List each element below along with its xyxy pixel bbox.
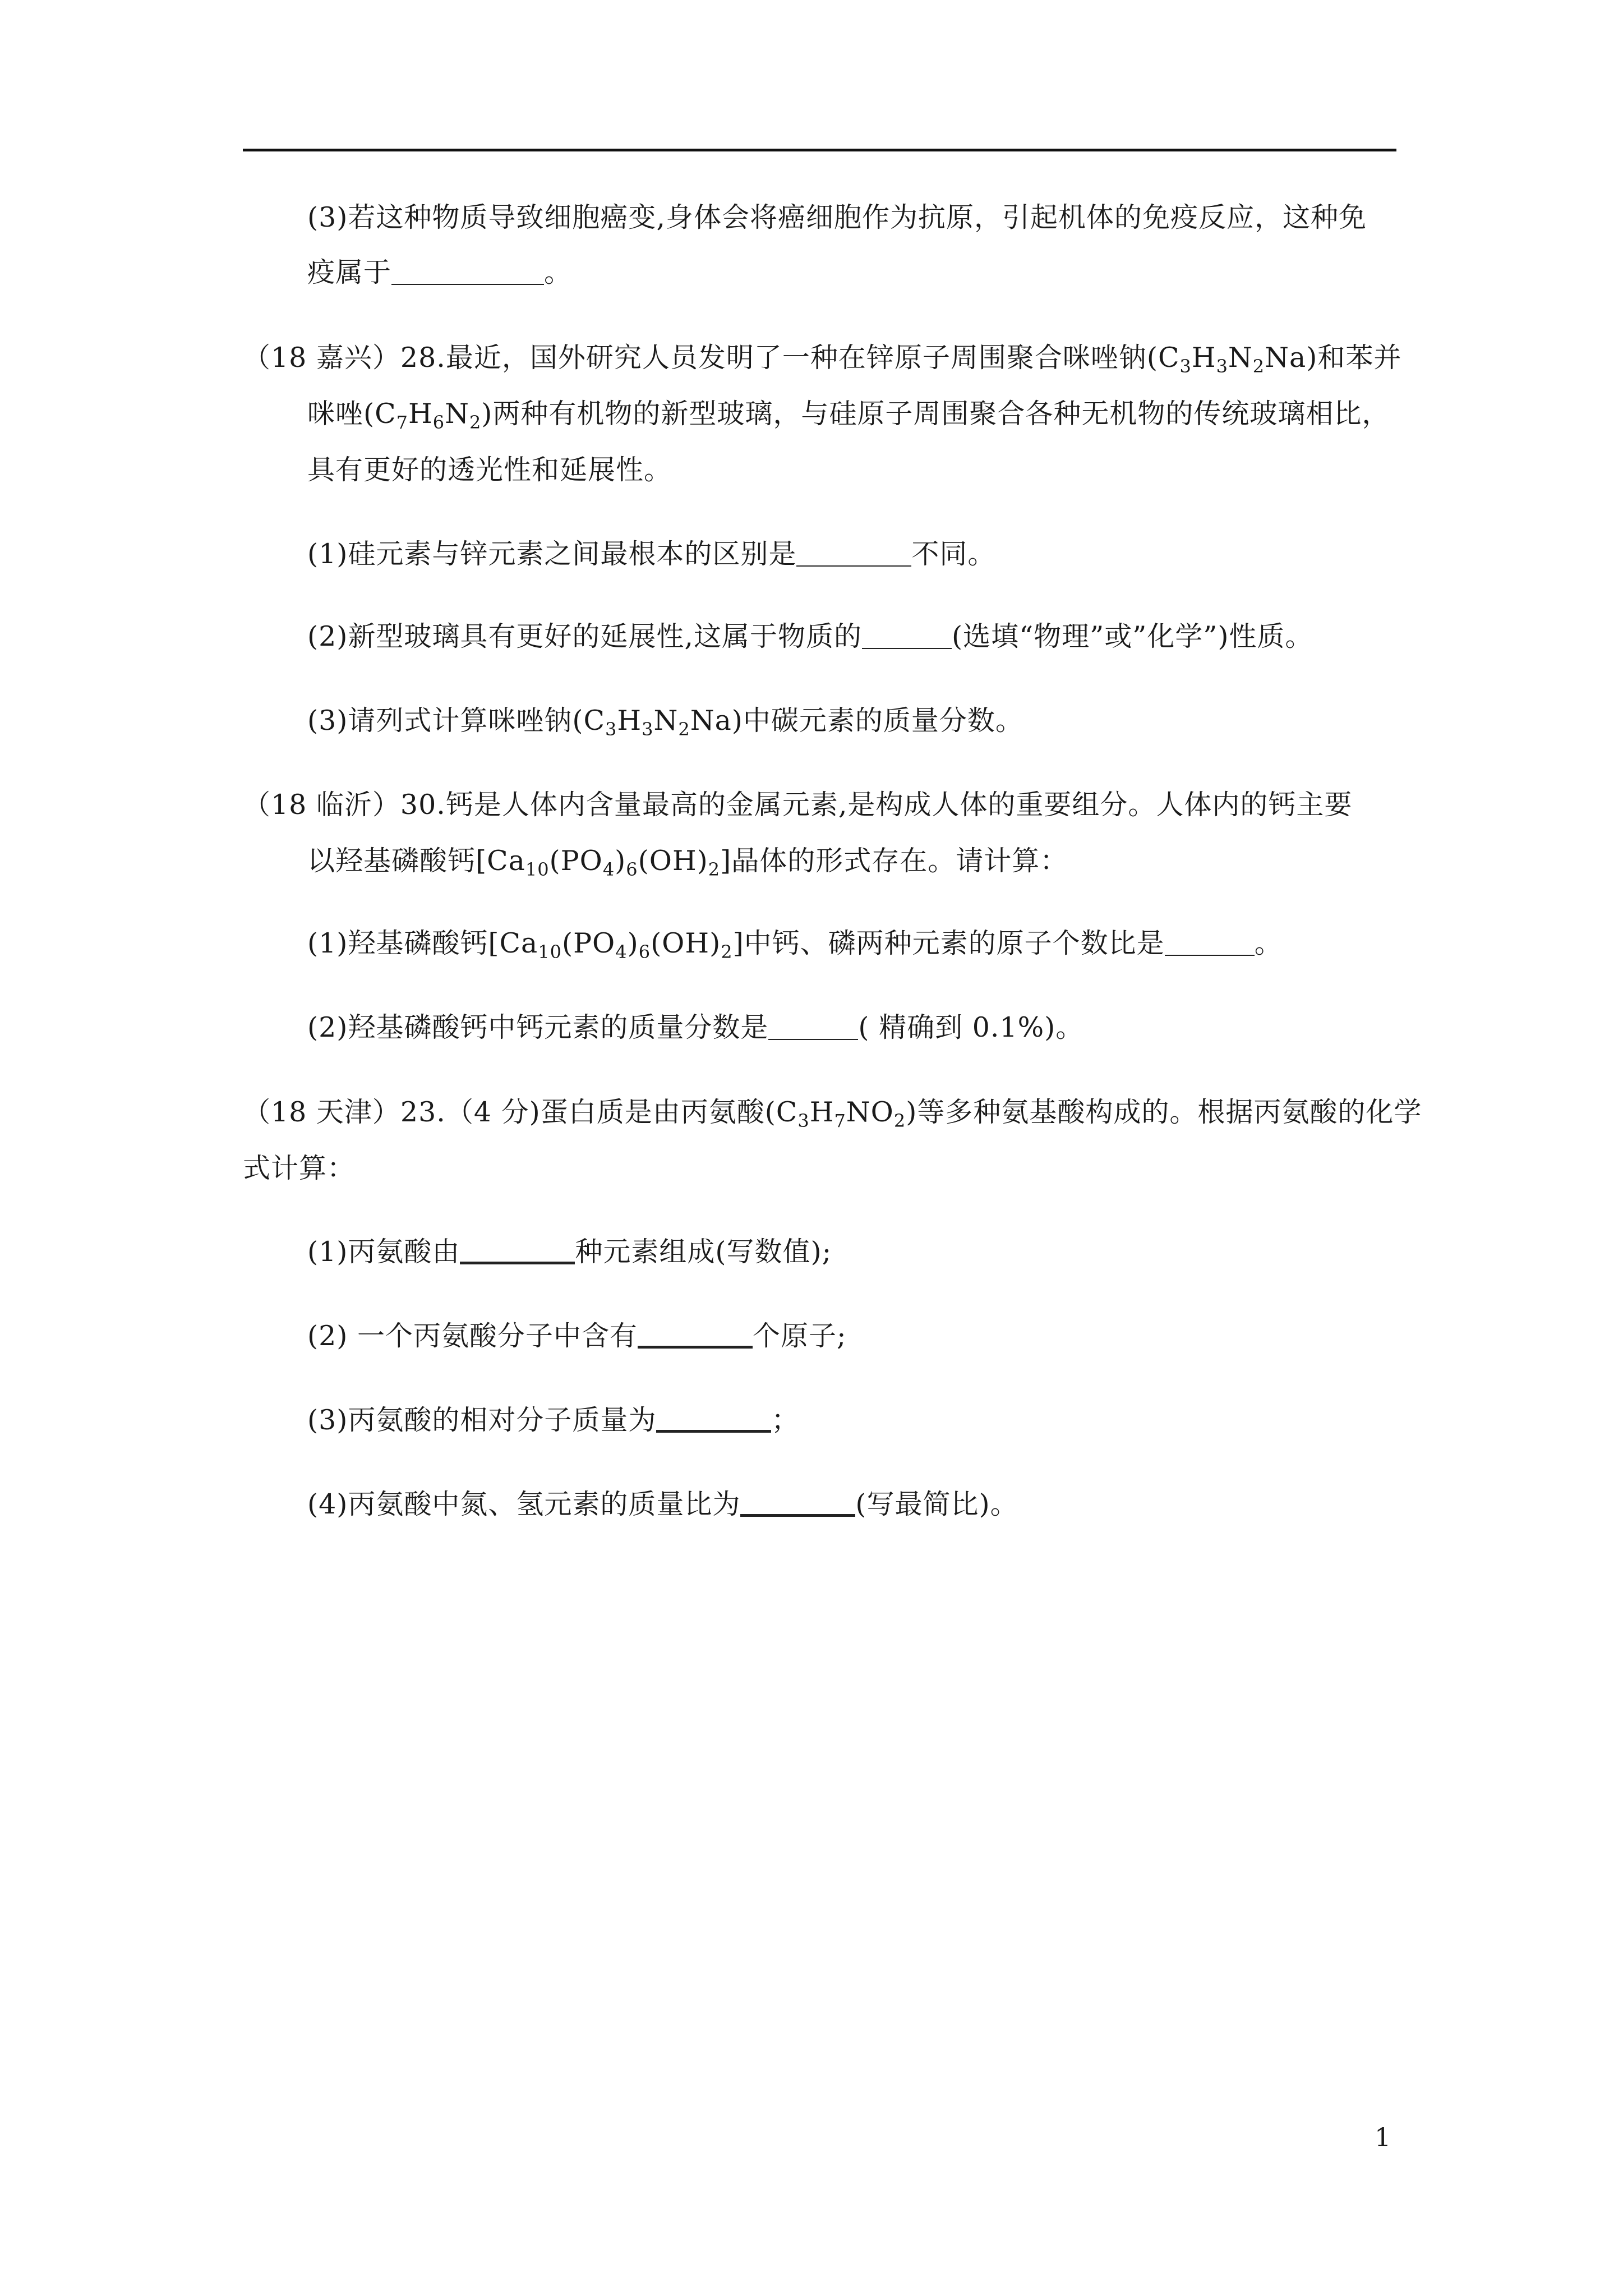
text: H bbox=[617, 705, 642, 737]
tianjin-part2 bbox=[307, 1319, 847, 1353]
text: 具有更好的透光性和延展性。 bbox=[307, 454, 672, 486]
text: H bbox=[809, 1096, 834, 1128]
text: 种元素组成(写数值); bbox=[575, 1236, 832, 1268]
text: N bbox=[445, 398, 469, 430]
prev-q-part3-line1 bbox=[307, 201, 1367, 234]
text: (4)丙氨酸中氮、氢元素的质量比为 bbox=[307, 1488, 741, 1520]
text: ]中钙、磷两种元素的原子个数比是 bbox=[732, 927, 1165, 959]
tianjin-part3 bbox=[307, 1404, 799, 1437]
text: 个原子; bbox=[753, 1320, 847, 1352]
text: (2)羟基磷酸钙中钙元素的质量分数是 bbox=[307, 1011, 769, 1043]
subscript: 3 bbox=[1179, 356, 1192, 377]
text: 。 bbox=[1254, 927, 1283, 959]
text: 式计算： bbox=[243, 1152, 356, 1184]
subscript: 2 bbox=[708, 859, 721, 880]
jiaxing-part1 bbox=[307, 537, 995, 571]
subscript: 6 bbox=[638, 941, 651, 963]
text: Na)中碳元素的质量分数。 bbox=[690, 705, 1023, 737]
text: (2) 一个丙氨酸分子中含有 bbox=[307, 1320, 638, 1352]
header-rule bbox=[243, 149, 1396, 151]
answer-blank[interactable] bbox=[740, 1489, 855, 1517]
subscript: 10 bbox=[525, 859, 550, 880]
text: 不同。 bbox=[911, 538, 996, 570]
tianjin-part1 bbox=[307, 1235, 832, 1269]
text: Na)和苯并 bbox=[1265, 342, 1402, 374]
text: ) bbox=[615, 845, 626, 877]
tianjin-part4 bbox=[307, 1488, 1018, 1521]
text: )两种有机物的新型玻璃，与硅原子周围聚合各种无机物的传统玻璃相比， bbox=[481, 398, 1390, 430]
text: 咪唑(C bbox=[307, 398, 396, 430]
subscript: 3 bbox=[797, 1110, 810, 1131]
text: 疫属于 bbox=[307, 256, 392, 288]
tianjin-intro-line2 bbox=[243, 1152, 355, 1185]
text: (3)丙氨酸的相对分子质量为 bbox=[307, 1404, 657, 1436]
text: (写最简比)。 bbox=[855, 1488, 1018, 1520]
subscript: 4 bbox=[602, 859, 615, 880]
subscript: 2 bbox=[893, 1110, 906, 1131]
jiaxing-intro-line2 bbox=[307, 397, 1390, 431]
prev-q-part3-line2 bbox=[307, 256, 572, 289]
subscript: 3 bbox=[605, 719, 617, 740]
answer-blank[interactable] bbox=[796, 541, 911, 567]
jiaxing-intro-line3 bbox=[307, 453, 672, 487]
text: (PO bbox=[561, 927, 616, 959]
linyi-intro-line2 bbox=[307, 844, 1068, 878]
answer-blank[interactable] bbox=[862, 623, 952, 649]
text: ]晶体的形式存在。请计算： bbox=[720, 845, 1068, 877]
answer-blank[interactable] bbox=[768, 1014, 858, 1040]
subscript: 7 bbox=[834, 1110, 846, 1131]
text: （18 嘉兴）28.最近，国外研究人员发明了一种在锌原子周围聚合咪唑钠(C bbox=[243, 342, 1180, 374]
text: (1)丙氨酸由 bbox=[307, 1236, 460, 1268]
text: (1)羟基磷酸钙[Ca bbox=[307, 927, 538, 959]
text: (OH) bbox=[638, 845, 708, 877]
text: ( 精确到 0.1%)。 bbox=[858, 1011, 1084, 1043]
subscript: 7 bbox=[396, 412, 408, 433]
answer-blank[interactable] bbox=[460, 1237, 575, 1264]
text: （18 天津）23.（4 分)蛋白质是由丙氨酸(C bbox=[243, 1096, 798, 1128]
jiaxing-part2 bbox=[307, 620, 1313, 654]
text: NO bbox=[846, 1096, 894, 1128]
text: ； bbox=[771, 1404, 800, 1436]
text: N bbox=[1228, 342, 1253, 374]
subscript: 2 bbox=[678, 719, 690, 740]
text: (3)请列式计算咪唑钠(C bbox=[307, 705, 606, 737]
text: (3)若这种物质导致细胞癌变,身体会将癌细胞作为抗原，引起机体的免疫反应，这种免 bbox=[307, 201, 1367, 233]
text: H bbox=[1191, 342, 1216, 374]
text: ) bbox=[627, 927, 639, 959]
subscript: 2 bbox=[721, 941, 733, 963]
text: (2)新型玻璃具有更好的延展性,这属于物质的 bbox=[307, 620, 862, 652]
page-number: 1 bbox=[1375, 2122, 1391, 2152]
subscript: 6 bbox=[432, 412, 445, 433]
text: (选填“物理”或”化学”)性质。 bbox=[952, 620, 1313, 652]
text: 。 bbox=[544, 256, 573, 288]
tianjin-intro-line1 bbox=[243, 1096, 1422, 1129]
text: (OH) bbox=[651, 927, 721, 959]
subscript: 2 bbox=[469, 412, 482, 433]
subscript: 4 bbox=[615, 941, 628, 963]
answer-blank[interactable] bbox=[638, 1321, 753, 1349]
text: H bbox=[408, 398, 433, 430]
linyi-part2 bbox=[307, 1011, 1083, 1045]
text: （18 临沂）30.钙是人体内含量最高的金属元素,是构成人体的重要组分。人体内的钙主要 bbox=[243, 789, 1353, 821]
answer-blank[interactable] bbox=[1165, 930, 1255, 956]
answer-blank[interactable] bbox=[656, 1405, 771, 1433]
subscript: 3 bbox=[642, 719, 654, 740]
linyi-part1 bbox=[307, 927, 1283, 963]
text: (PO bbox=[549, 845, 603, 877]
linyi-intro-line1 bbox=[243, 788, 1352, 822]
text: 以羟基磷酸钙[Ca bbox=[307, 845, 525, 877]
jiaxing-intro-line1 bbox=[243, 341, 1401, 375]
subscript: 3 bbox=[1216, 356, 1228, 377]
text: )等多种氨基酸构成的。根据丙氨酸的化学 bbox=[906, 1096, 1422, 1128]
text: N bbox=[653, 705, 679, 737]
subscript: 6 bbox=[626, 859, 638, 880]
text: (1)硅元素与锌元素之间最根本的区别是 bbox=[307, 538, 797, 570]
subscript: 2 bbox=[1252, 356, 1265, 377]
answer-blank[interactable] bbox=[391, 259, 544, 285]
subscript: 10 bbox=[538, 941, 562, 963]
jiaxing-part3 bbox=[307, 704, 1023, 738]
